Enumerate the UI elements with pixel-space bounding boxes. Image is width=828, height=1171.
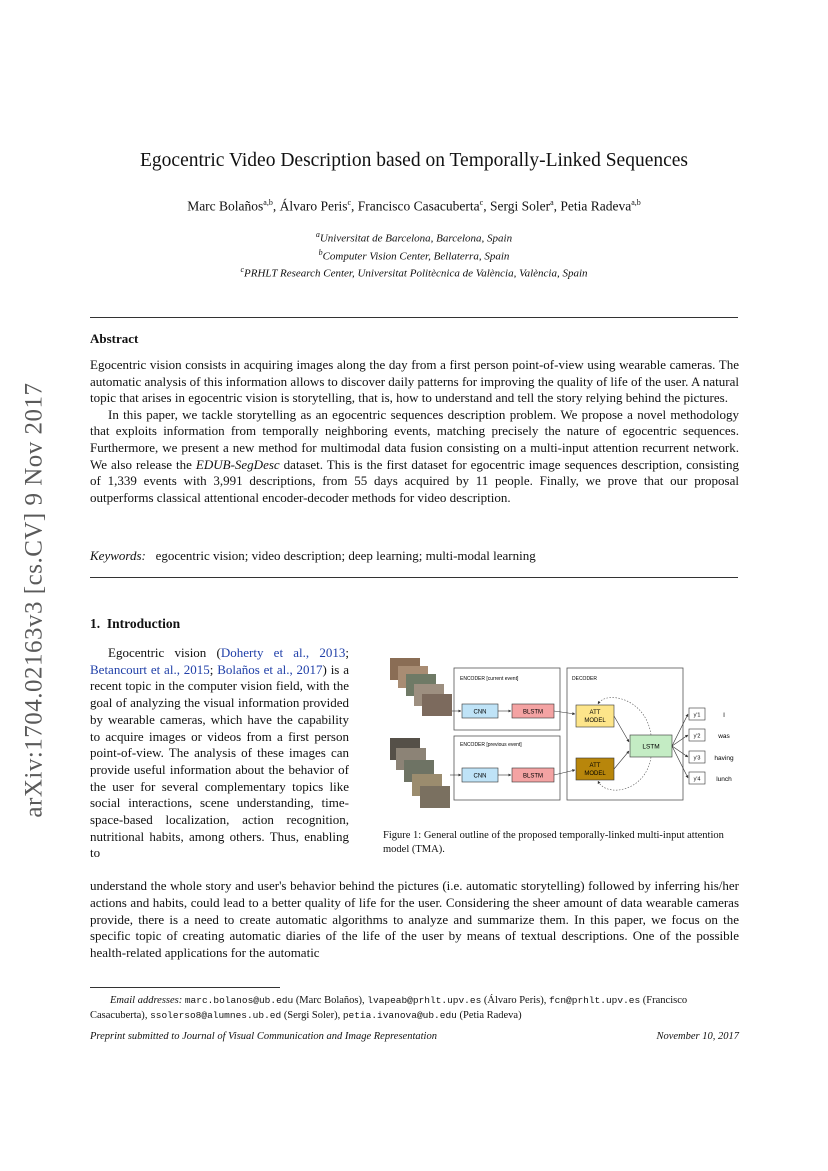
author: Álvaro Peris [279,198,348,214]
output-token: y'3 [693,755,701,762]
image-stack-current [390,658,452,716]
output-token: y'2 [693,733,701,740]
decoder-label: DECODER [572,676,598,682]
affiliation: $^c$PRHLT Research Center, Universitat Politècnica de València, València, Spain [240,265,588,280]
abstract-heading: Abstract [90,331,139,346]
output-word: was [718,733,730,740]
section-heading [90,616,180,632]
author: Sergi Soler [489,198,551,214]
author: Marc Bolaños [187,198,264,214]
abstract-paragraph-2: In this paper, we tackle storytelling as an egocentric sequences description problem. We propose a novel methodology that exploits information from temporally neighboring events, matching precisely the nature of egocentric sequences. Furthermore, we present a new method for multimodal data fusion consisting on a multi-input attention recurrent network. We also release the EDUB-SegDesc dataset. This is the first dataset for egocentric image sequences description, consisting of 1,339 events with 3,991 descriptions, from 55 days acquired by 11 people. Finally, we prove that our proposal outperforms classical attentional encoder-decoder methods for video description. [90,406,740,505]
svg-text:MODEL: MODEL [584,718,606,724]
email-link[interactable]: lvapeab@prhlt.upv.es [367,995,482,1006]
footnote-rule [90,987,280,988]
email-link[interactable]: fcn@prhlt.upv.es [548,995,641,1006]
section-title: Introduction [106,616,181,631]
footnote-emails: Email addresses: marc.bolanos@ub.edu (Marc Bolaños), lvapeab@prhlt.upv.es (Álvaro Peris), fcn@prhlt.upv.es (Francisco Casacuberta), ssolerso8@alumnes.ub.ed (Sergi Soler), petia.ivanova@ub.edu (Petia Radeva) [90,995,688,1021]
affiliation: $^a$Universitat de Barcelona, Barcelona, Spain [315,230,513,245]
abstract-body [90,357,739,506]
abstract-bottom-rule [90,577,738,578]
author-sup: a,b [263,198,273,207]
output-token: y'4 [693,776,701,783]
footnote-label: Email addresses: [110,995,183,1006]
output-sequence [672,708,734,784]
affiliation: $^b$Computer Vision Center, Bellaterra, Spain [318,247,510,263]
cnn-label: CNN [473,773,487,780]
author-list: Marc Bolaños$^{a,b}$, Álvaro Peris$^c$, Francisco Casacuberta$^c$, Sergi Soler$^a$, Petia Radeva$^{a,b}$ [187,198,641,214]
arxiv-stamp-text: arXiv:1704.02163v3 [cs.CV] 9 Nov 2017 [21,382,49,818]
cnn-label: CNN [473,709,487,716]
figure-caption: Figure 1: General outline of the proposed temporally-linked multi-input attention model (TMA). [383,830,724,855]
intro-paragraph-narrow: Egocentric vision (Doherty et al., 2013; Betancourt et al., 2015; Bolaños et al., 2017) is a recent topic in the computer vision field, with the goal of analyzing the visual information provided by wearable cameras, which have the capability to acquire images or videos from a first person point-of-view. The analysis of these images can provide useful information about the behavior of the user for several complementary topics like social interactions, scene understanding, time-space-based localization, action recognition, nutritional habits, among others. Thus, enabling to [90,645,349,861]
output-word: lunch [716,776,732,783]
footer-journal: Preprint submitted to Journal of Visual Communication and Image Representation [90,1031,437,1042]
author: Petia Radeva [560,198,632,214]
dataset-name: EDUB-SegDesc [195,456,280,472]
author-sup: c [347,198,352,207]
abstract-top-rule [90,317,738,318]
svg-text:ATT: ATT [589,710,601,716]
paper-title: Egocentric Video Description based on Temporally-Linked Sequences [140,150,688,171]
citation-link[interactable]: Betancourt et al., 2015 [90,661,210,677]
abstract-paragraph-1: Egocentric vision consists in acquiring images along the day from a first person point-of-view using wearable cameras. The automatic analysis of this information allows to discover daily patterns for improving the quality of life of the user. A natural topic that arises in egocentric vision is storytelling, that is, how to understand and tell the story relying behind the pictures. [90,357,739,406]
author-sup: a,b [631,198,641,207]
email-link[interactable]: petia.ivanova@ub.edu [342,1010,457,1021]
output-word: having [714,755,734,762]
svg-text:MODEL: MODEL [584,771,606,777]
keywords-text: egocentric vision; video description; deep learning; multi-modal learning [155,548,536,563]
email-link[interactable]: marc.bolanos@ub.edu [184,995,294,1006]
output-word: I [723,712,725,719]
keywords [90,548,536,564]
svg-text:ATT: ATT [589,763,601,769]
author-sup: a [550,198,554,207]
blstm-label: BLSTM [522,773,544,780]
footer-date: November 10, 2017 [656,1031,739,1042]
keywords-label: Keywords: [90,548,146,563]
lstm-label: LSTM [642,743,660,751]
arxiv-stamp [20,360,50,840]
encoder-current-label: ENCODER [current event] [460,676,519,682]
citation-link[interactable]: Doherty et al., 2013 [220,645,346,660]
affiliations [90,228,738,281]
output-token: y'1 [693,712,701,719]
section-number: 1. [90,616,101,631]
intro-paragraph-full: understand the whole story and user's behavior behind the pictures (i.e. automatic storytelling) followed by inferring his/her actions and habits, could lead to a better quality of life for the user. Considering the sheer amount of data wearable cameras provide, there is a need to create automatic algorithms to analyze and summarize them. In this paper, we focus on the specific topic of creating automatic diaries of the life of the user by means of textual descriptions. One of the possible health-related applications for the automatic [90,878,739,961]
figure-1-diagram [384,650,740,812]
blstm-label: BLSTM [522,709,544,716]
image-stack-previous [390,738,450,808]
email-link[interactable]: ssolerso8@alumnes.ub.ed [150,1010,282,1021]
citation-link[interactable]: Bolaños et al., 2017 [217,661,323,677]
author: Francisco Casacuberta [357,198,480,214]
author-sup: c [479,198,484,207]
encoder-previous-label: ENCODER [previous event] [460,742,522,748]
